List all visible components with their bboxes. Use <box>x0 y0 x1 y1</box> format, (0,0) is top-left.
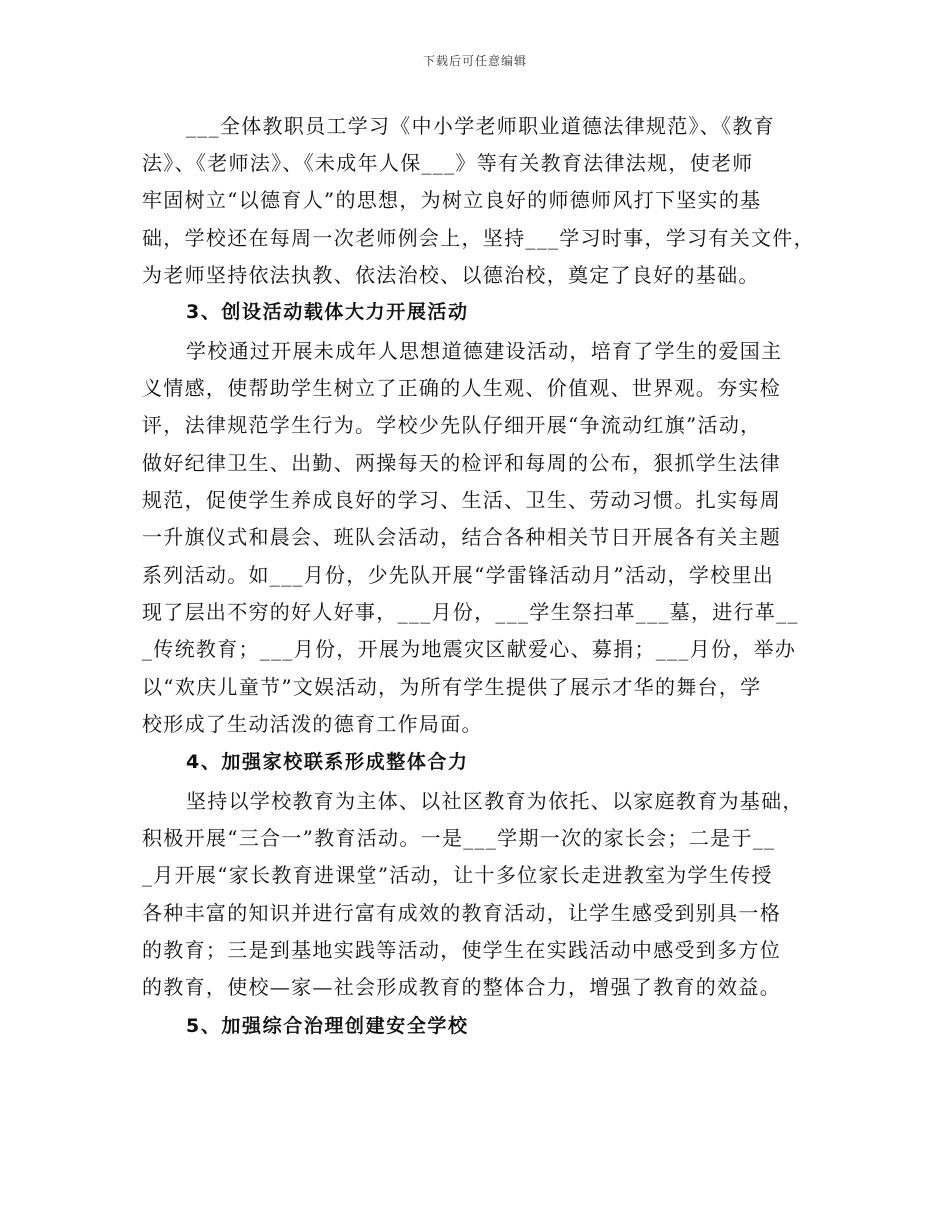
paragraph-line: 现了层出不穷的好人好事，___月份，___学生祭扫革___墓，进行革__ <box>142 600 799 624</box>
paragraph-line: 的教育；三是到基地实践等活动，使学生在实践活动中感受到多方位 <box>142 938 781 962</box>
section-heading-4: 4、加强家校联系形成整体合力 <box>186 751 469 773</box>
paragraph-line: 为老师坚持依法执教、依法治校、以德治校，奠定了良好的基础。 <box>142 263 760 287</box>
section-heading-3: 3、创设活动载体大力开展活动 <box>186 301 469 323</box>
paragraph-line: 础，学校还在每周一次老师例会上，坚持___学习时事，学习有关文件， <box>142 226 815 250</box>
paragraph-line: 各种丰富的知识并进行富有成效的教育活动，让学生感受到别具一格 <box>142 901 781 925</box>
paragraph-line: ___全体教职员工学习《中小学老师职业道德法律规范》、《教育 <box>186 114 775 138</box>
paragraph-line: 的教育，使校—家—社会形成教育的整体合力，增强了教育的效益。 <box>142 975 781 999</box>
paragraph-line: 规范，促使学生养成良好的学习、生活、卫生、劳动习惯。扎实每周 <box>142 488 781 512</box>
paragraph-line: 一升旗仪式和晨会、班队会活动，结合各种相关节日开展各有关主题 <box>142 525 781 549</box>
paragraph-line: 坚持以学校教育为主体、以社区教育为依托、以家庭教育为基础， <box>186 789 804 813</box>
paragraph-line: 积极开展“三合一”教育活动。一是___学期一次的家长会；二是于__ <box>142 826 776 850</box>
paragraph-line: 做好纪律卫生、出勤、两操每天的检评和每周的公布，狠抓学生法律 <box>142 451 781 475</box>
paragraph-line: 以“欢庆儿童节”文娱活动，为所有学生提供了展示才华的舞台，学 <box>142 675 762 699</box>
paragraph-line: 牢固树立“以德育人”的思想，为树立良好的师德师风打下坚实的基 <box>142 188 762 212</box>
paragraph-line: _月开展“家长教育进课堂”活动，让十多位家长走进教室为学生传授 <box>142 863 773 887</box>
paragraph-line: 法》、《老师法》、《未成年人保___》等有关教育法律法规，使老师 <box>142 151 754 175</box>
paragraph-line: 评，法律规范学生行为。学校少先队仔细开展“争流动红旗”活动， <box>142 413 762 437</box>
paragraph-line: 义情感，使帮助学生树立了正确的人生观、价值观、世界观。夯实检 <box>142 376 781 400</box>
page-header: 下载后可任意编辑 <box>422 54 527 68</box>
section-heading-5: 5、加强综合治理创建安全学校 <box>186 1015 469 1037</box>
paragraph-line: 学校通过开展未成年人思想道德建设活动，培育了学生的爱国主 <box>186 339 783 363</box>
paragraph-line: 系列活动。如___月份，少先队开展“学雷锋活动月”活动，学校里出 <box>142 563 775 587</box>
paragraph-line: _传统教育；___月份，开展为地震灾区献爱心、募捐；___月份，举办 <box>142 637 797 661</box>
paragraph-line: 校形成了生动活泼的德育工作局面。 <box>142 712 483 736</box>
